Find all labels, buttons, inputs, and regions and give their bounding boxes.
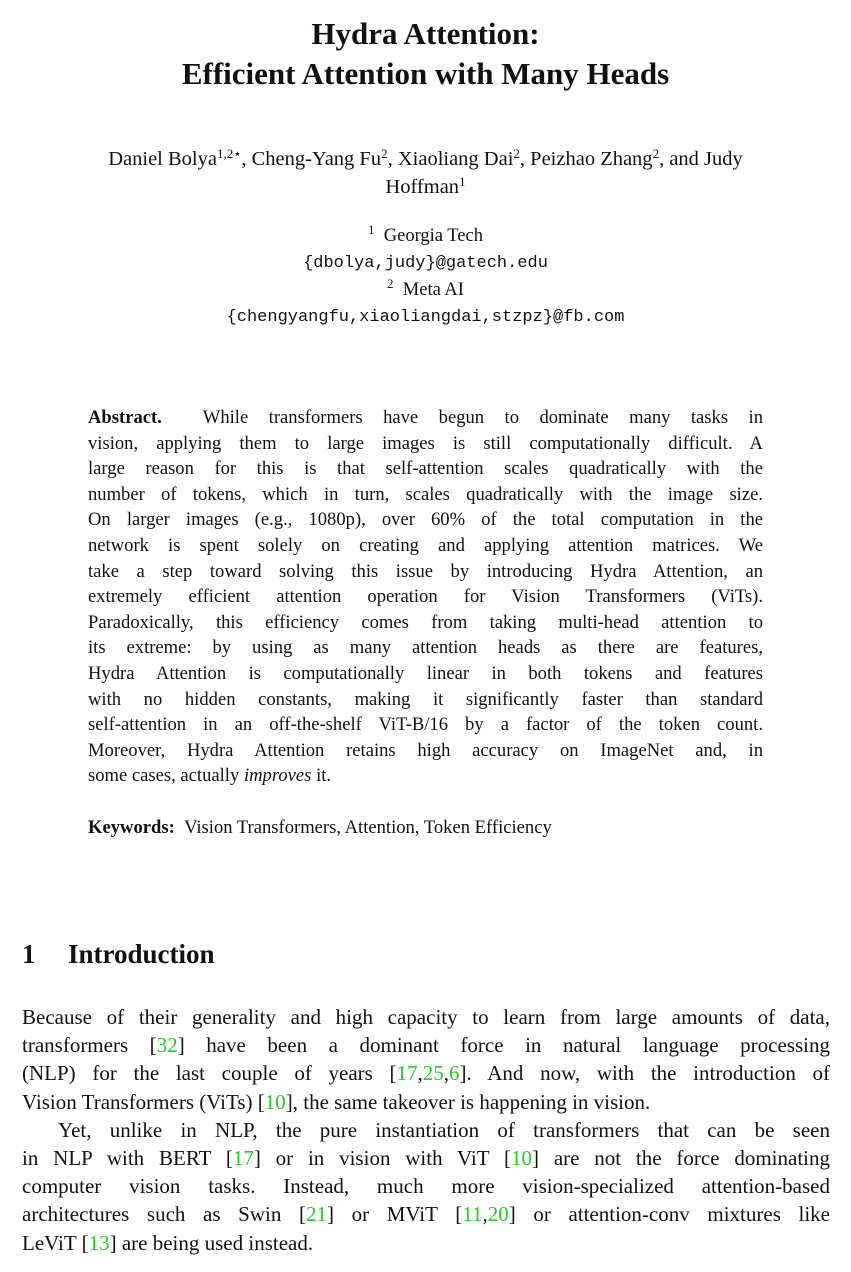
abstract-line <box>88 763 763 789</box>
body-text: Vision Transformers (ViTs) [ <box>22 1089 265 1114</box>
affiliation-name: Georgia Tech <box>383 226 483 246</box>
abstract-line: with no hidden constants, making it significantly faster than standard <box>88 688 763 710</box>
author-name: Xiaoliang Dai <box>397 148 514 170</box>
body-text: (NLP) for the last couple of years [ <box>22 1061 397 1086</box>
body-line <box>22 1229 830 1257</box>
email-domain: @fb.com <box>553 308 625 327</box>
abstract-line: Hydra Attention is computationally linear in both tokens and features <box>88 662 763 684</box>
affiliation-2 <box>0 277 851 303</box>
body-text: , <box>443 1061 449 1086</box>
author-name: Peizhao Zhang <box>530 148 653 170</box>
abstract-line: Paradoxically, this efficiency comes from taking multi-head attention to <box>88 611 763 633</box>
citation-link[interactable]: 20 <box>487 1202 509 1227</box>
body-text: LeViT [ <box>22 1230 89 1255</box>
abstract-line: self-attention in an off-the-shelf ViT-B/16 by a factor of the token count. <box>88 714 763 736</box>
citation-link[interactable]: 11 <box>462 1202 483 1227</box>
body-text: ] or attention-conv mixtures like <box>508 1202 830 1227</box>
body-text: , <box>482 1202 488 1227</box>
author-separator: , <box>241 148 252 170</box>
abstract-line: network is spent solely on creating and applying attention matrices. We <box>88 534 763 556</box>
citation-link[interactable]: 17 <box>396 1061 418 1086</box>
section-number: 1 <box>22 939 36 969</box>
abstract-line: extremely efficient attention operation for Vision Transformers (ViTs). <box>88 586 763 608</box>
author-affil-mark: 2 <box>381 146 388 161</box>
author-affil-mark: 1,2⋆ <box>216 146 242 161</box>
author-line-2 <box>20 173 831 201</box>
paper-title <box>0 14 851 94</box>
affiliations <box>0 223 851 331</box>
body-line <box>22 1200 830 1228</box>
abstract-line: Moreover, Hydra Attention retains high accuracy on ImageNet and, in <box>88 739 763 761</box>
abstract-text: it. <box>311 765 332 787</box>
body-text: ] are being used instead. <box>109 1230 314 1255</box>
section-heading <box>22 936 215 972</box>
abstract-text: some cases, actually <box>88 765 244 787</box>
author-name: Cheng-Yang Fu <box>251 148 382 170</box>
author-affil-mark: 1 <box>459 174 466 189</box>
email-users: {dbolya,judy} <box>303 254 436 273</box>
author-name: Hoffman <box>385 176 460 198</box>
author-affil-mark: 2 <box>652 146 660 161</box>
affiliation-2-email <box>0 303 851 331</box>
body-text: in NLP with BERT [ <box>22 1146 233 1171</box>
body-line: computer vision tasks. Instead, much more vision-specialized attention-based <box>22 1174 830 1199</box>
abstract-label: Abstract. <box>88 407 162 428</box>
section-title: Introduction <box>68 939 215 969</box>
body-text: ] have been a dominant force in natural language processing <box>177 1033 830 1058</box>
citation-link[interactable]: 25 <box>422 1061 444 1086</box>
body-text: ]. And now, with the introduction of <box>459 1061 831 1086</box>
body-text: transformers [ <box>22 1033 157 1058</box>
author-separator: , and Judy <box>659 148 743 170</box>
body-line: Yet, unlike in NLP, the pure instantiation of transformers that can be seen <box>58 1117 830 1142</box>
abstract <box>88 405 763 789</box>
title-line-1: Hydra Attention: <box>311 16 540 51</box>
introduction-body <box>22 1003 830 1257</box>
abstract-line: its extreme: by using as many attention heads as there are features, <box>88 637 763 659</box>
title-line-2: Efficient Attention with Many Heads <box>181 56 670 91</box>
author-affil-mark: 2 <box>513 146 520 161</box>
affiliation-number: 2 <box>387 276 394 291</box>
affiliation-1 <box>0 223 851 249</box>
body-text: ] are not the force dominating <box>532 1146 830 1171</box>
body-text: ] or MViT [ <box>326 1202 463 1227</box>
citation-link[interactable]: 32 <box>156 1033 178 1058</box>
abstract-line: large reason for this is that self-attention scales quadratically with the <box>88 458 763 480</box>
abstract-line: On larger images (e.g., 1080p), over 60% of the total computation in the <box>88 509 763 531</box>
affiliation-number: 1 <box>368 222 375 237</box>
affiliation-1-email <box>0 249 851 277</box>
keywords <box>88 815 763 841</box>
citation-link[interactable]: 17 <box>232 1146 254 1171</box>
keywords-label: Keywords: <box>88 817 175 838</box>
abstract-line <box>88 405 763 431</box>
abstract-text: While transformers have begun to dominate many tasks in <box>202 407 763 428</box>
author-line-1 <box>20 145 831 173</box>
email-domain: @gatech.edu <box>435 254 548 273</box>
body-line <box>22 1059 830 1087</box>
body-text: architectures such as Swin [ <box>22 1202 306 1227</box>
abstract-emphasis: improves <box>243 765 312 787</box>
author-name: Daniel Bolya <box>108 148 217 170</box>
citation-link[interactable]: 10 <box>511 1146 533 1171</box>
affiliation-name: Meta AI <box>402 280 464 300</box>
body-text: ] or in vision with ViT [ <box>253 1146 512 1171</box>
body-line <box>22 1144 830 1172</box>
body-text: ], the same takeover is happening in vision. <box>285 1089 651 1114</box>
keywords-text: Vision Transformers, Attention, Token Efficiency <box>184 817 552 838</box>
citation-link[interactable]: 6 <box>449 1061 460 1086</box>
body-line <box>22 1088 830 1116</box>
author-separator: , <box>387 148 398 170</box>
citation-link[interactable]: 13 <box>88 1230 110 1255</box>
author-list <box>20 145 831 201</box>
citation-link[interactable]: 10 <box>264 1089 286 1114</box>
body-text: , <box>417 1061 423 1086</box>
author-separator: , <box>519 148 531 170</box>
body-line: Because of their generality and high capacity to learn from large amounts of data, <box>22 1005 830 1029</box>
body-line <box>22 1031 830 1059</box>
abstract-line: take a step toward solving this issue by introducing Hydra Attention, an <box>88 560 763 582</box>
citation-link[interactable]: 21 <box>305 1202 327 1227</box>
email-users: {chengyangfu,xiaoliangdai,stzpz} <box>226 308 554 327</box>
abstract-line: number of tokens, which in turn, scales quadratically with the image size. <box>88 483 763 505</box>
abstract-line: vision, applying them to large images is still computationally difficult. A <box>88 432 763 454</box>
